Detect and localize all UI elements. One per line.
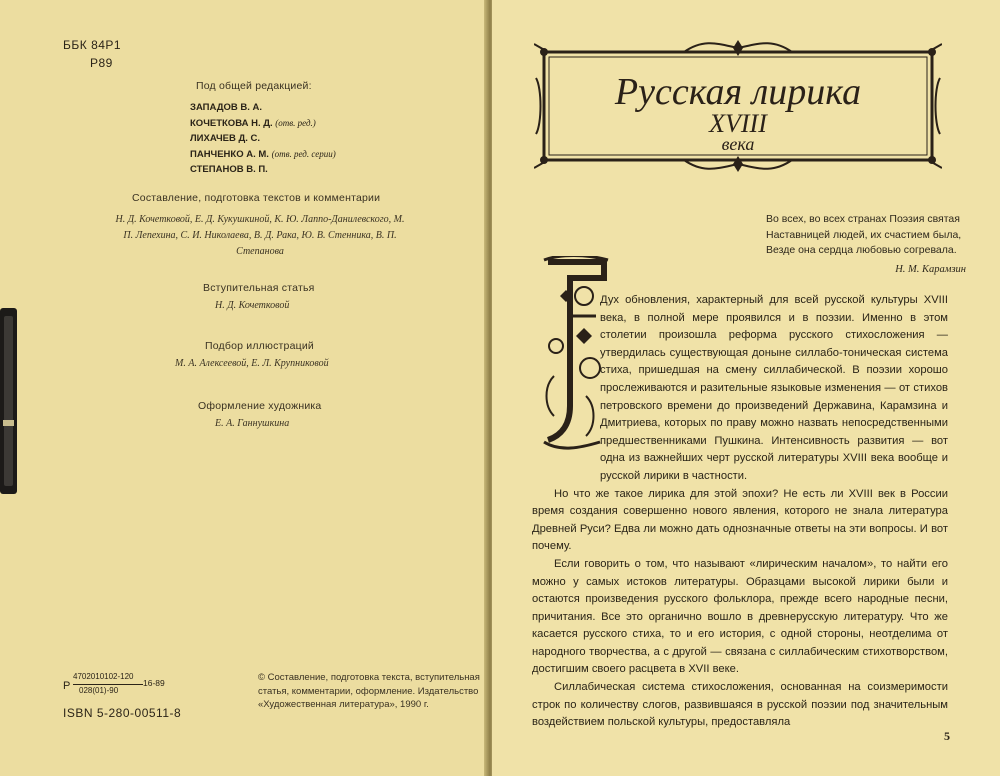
fraction-line xyxy=(73,684,143,685)
isbn: ISBN 5-280-00511-8 xyxy=(63,706,182,720)
editor-row xyxy=(190,116,336,132)
article-paragraph: Дух обновления, характерный для всей русской культуры XVIII века, в полной мере проявился и в поэзии. Именно в этом столетии произошла реформа русского стихосложения — утвердилась существующая доныне силлабо-тоническая система стиха, пришедшая на смену силлабической. В поэзии хорошо прослеживаются и разительные языковые изменения — от стихов петровского времени до произведений Державина, Карамзина и Дмитриева, которых по праву можно назвать непосредственными предшественниками Пушкина. Интенсивность развития — вот одна из важнейших черт русской литературы XVIII века вообще и русской лирики в частности. xyxy=(600,294,948,482)
editor-name: ЗАПАДОВ В. А. xyxy=(190,102,263,113)
illustrations-label: Подбор иллюстраций xyxy=(205,340,314,352)
article-body xyxy=(532,292,948,732)
editor-name: КОЧЕТКОВА Н. Д. xyxy=(190,117,273,129)
catalog-code: Р89 xyxy=(90,56,113,70)
editor-name: ЛИХАЧЕВ Д. С. xyxy=(190,133,261,145)
title-line-3: века xyxy=(721,134,755,154)
editor-row xyxy=(190,162,336,178)
compilation-label: Составление, подготовка текстов и комментарии xyxy=(132,192,381,204)
editor-row xyxy=(190,100,336,116)
editor-row xyxy=(190,147,336,163)
design-author: Е. А. Ганнушкина xyxy=(215,418,290,429)
editor-name: СТЕПАНОВ В. П. xyxy=(190,164,268,176)
editorial-label: Под общей редакцией: xyxy=(196,80,312,92)
intro-label: Вступительная статья xyxy=(203,282,315,294)
editor-role: (отв. ред.) xyxy=(275,117,316,128)
article-paragraph: Но что же такое лирика для этой эпохи? Не есть ли XVIII век в России время создания совершенно нового явления, которого не знала литература Древней Руси? Едва ли можно дать однозначные ответы на эти вопросы. И вот почему. xyxy=(532,487,948,553)
illustrations-authors: М. А. Алексеевой, Е. Л. Крупниковой xyxy=(175,358,329,369)
article-paragraph: Силлабическая система стихосложения, основанная на соизмеримости строк по количеству слогов, развившаяся в русской поэзии под значительным воздействием польской культуры, предоставляла xyxy=(532,681,948,729)
right-page xyxy=(492,0,1000,776)
epigraph xyxy=(766,212,966,277)
copyright-notice: © Составление, подготовка текста, вступительная статья, комментарии, оформление. Издательство «Художественная литература», 1990 г. xyxy=(258,672,480,711)
epigraph-line: Во всех, во всех странах Поэзия святая xyxy=(766,213,960,225)
ornamental-title-frame xyxy=(534,38,942,174)
catalog-denominator: 028(01)-90 xyxy=(79,686,119,695)
catalog-numerator: 4702010102-120 xyxy=(73,672,134,681)
editor-row xyxy=(190,131,336,147)
editor-name: ПАНЧЕНКО А. М. xyxy=(190,148,269,160)
page-number: 5 xyxy=(944,729,950,743)
catalog-suffix: 16-89 xyxy=(143,678,165,688)
compilers-names: Н. Д. Кочетковой, Е. Д. Кукушкиной, К. Ю. Лаппо-Данилевского, М. П. Лепехина, С. И. Николаева, В. Д. Рака, Ю. В. Стенника, В. П. Степанова xyxy=(115,214,405,257)
epigraph-line: Наставницей людей, их счастием была, xyxy=(766,228,962,241)
left-page xyxy=(0,0,488,776)
editor-role: (отв. ред. серии) xyxy=(271,148,336,159)
drop-cap-space xyxy=(532,292,600,470)
intro-author: Н. Д. Кочетковой xyxy=(215,300,290,311)
title-line-1: Русская лирика xyxy=(614,71,862,113)
catalog-formula xyxy=(63,672,163,702)
article-paragraph: Если говорить о том, что называют «лирическим началом», то найти его можно у самых истоков литературы. Образцами высокой лирики были и остаются произведения русского фольклора, прежде всего народные песни, причитания. Все это органично вошло в древнерусскую литературу. Что же касается русского стиха, то и его история, с одной стороны, неотделима от народного творчества, а с другой — связана с силлабическим стихотворством, достигшим своего расцвета в XVII веке. xyxy=(532,557,948,676)
title-line-2: XVIII xyxy=(709,109,767,138)
editors-list xyxy=(190,100,336,178)
catalog-letter: Р xyxy=(63,680,71,692)
design-label: Оформление художника xyxy=(198,400,322,412)
binder-clip xyxy=(0,308,17,494)
bbk-code: ББК 84Р1 xyxy=(63,38,122,52)
epigraph-author: Н. М. Карамзин xyxy=(895,263,966,275)
epigraph-line: Везде она сердца любовью согревала. xyxy=(766,244,957,256)
